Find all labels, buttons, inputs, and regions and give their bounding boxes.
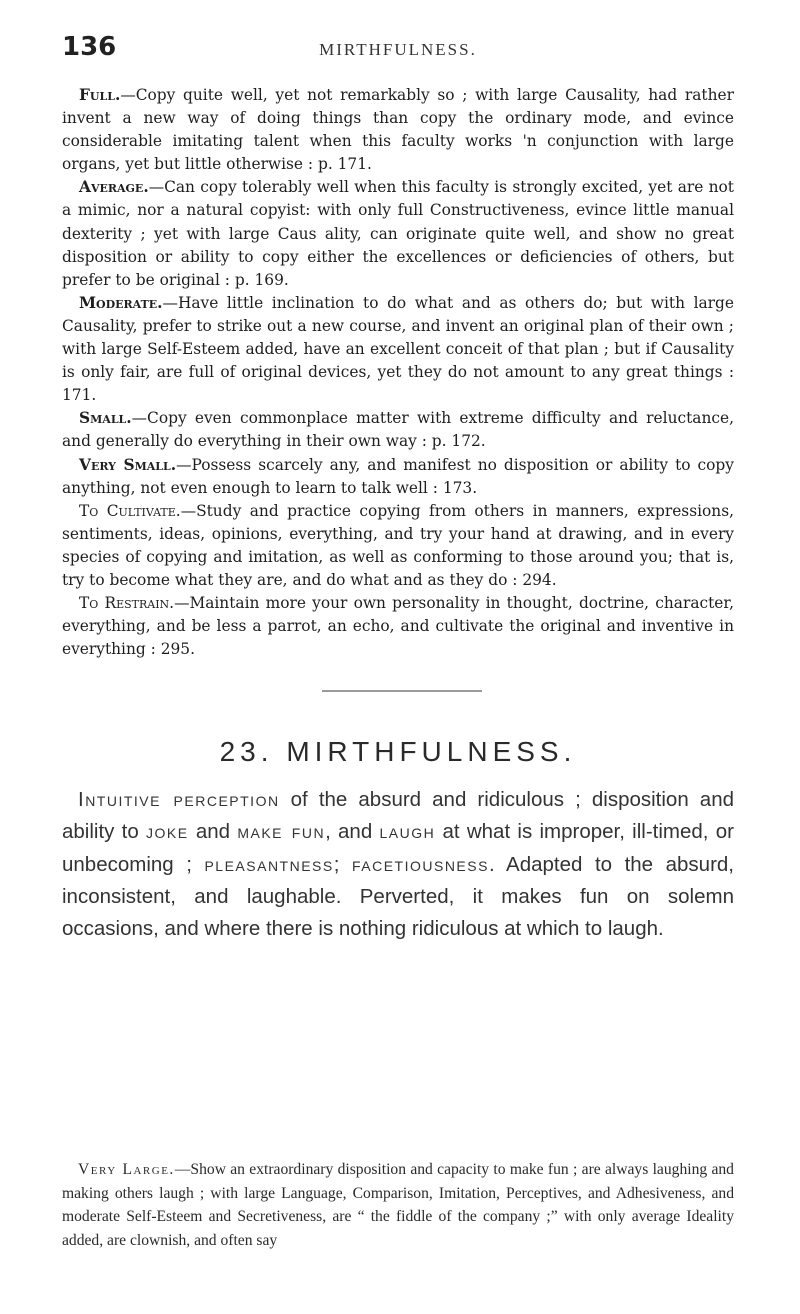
entry-label: Small. (79, 409, 132, 428)
entry-moderate (62, 292, 734, 407)
entry-average (62, 176, 734, 291)
term-make-fun: make fun (237, 820, 326, 844)
entry-label: Moderate. (79, 293, 163, 312)
imitation-entries (62, 84, 734, 661)
term-pleasantness: pleasantness (204, 852, 334, 876)
entry-label: Very Small. (79, 455, 177, 474)
term-joke: joke (146, 820, 189, 844)
entry-full (62, 84, 734, 176)
section-divider (322, 690, 482, 692)
entry-label: To Restrain. (79, 594, 175, 613)
definition-text: at what is improper, ill-timed, or unbecoming ; (62, 820, 734, 876)
entry-label: Full. (79, 86, 121, 104)
entry-to-cultivate (62, 500, 734, 592)
entry-text: —Copy quite well, yet not remarkably so ; with large Causality, had rather invent a new way of doing things than copy the ordinary mode, and evince considerable imitating talent when this faculty works 'n conjunction with large organs, yet but little otherwise : p. 171. (62, 86, 734, 174)
entry-text: —Can copy tolerably well when this faculty is strongly excited, yet are not a mimic, nor a natural copyist: with only full Constructiveness, evince little manual dexterity ; yet with large Caus ality, can originate quite well, and show no great disposition or ability to copy either the excellences or deficiencies of others, but prefer to be original : p. 169. (62, 178, 734, 289)
entry-label: Average. (79, 178, 149, 197)
section-title: 23. MIRTHFULNESS. (219, 736, 577, 767)
definition-text: . Adapted to the absurd, inconsistent, and laughable. Perverted, it makes fun on solemn occasions, and where there is nothing ridiculous at which to laugh. (62, 852, 734, 941)
running-title: MIRTHFULNESS. (319, 40, 477, 59)
entry-text: —Have little inclination to do what and as others do; but with large Causality, prefer to strike out a new course, and invent an original plan of their own ; with large Self-Esteem added, have an excellent conceit of that plan ; but if Causality is only fair, are full of original devices, yet they do not amount to any great things : 171. (62, 293, 734, 405)
entry-text: —Study and practice copying from others in manners, expressions, sentiments, ideas, opinions, everything, and try your hand at drawing, and in every species of copying and imitation, as well as conforming to those around you; that is, try to become what they are, and do what and as they do : 294. (62, 501, 734, 589)
entry-to-restrain (62, 592, 734, 661)
definition-text: , and (325, 820, 380, 844)
entry-text: —Copy even commonplace matter with extreme difficulty and reluctance, and generally do everything in their own way : p. 172. (62, 409, 734, 451)
entry-text: —Show an extraordinary disposition and capacity to make fun ; are always laughing and making others laugh ; with large Language, Comparison, Imitation, Perceptives, and Adhesiveness, and moderate Self-Esteem and Secretiveness, are “ the fiddle of the company ;” with only average Ideality added, are clownish, and often say (62, 1161, 734, 1249)
section-definition (62, 784, 734, 945)
term-laugh: laugh (379, 820, 436, 844)
definition-text: of the absurd and ridiculous ; disposition and ability to (62, 788, 735, 844)
entry-text: —Possess scarcely any, and manifest no disposition or ability to copy anything, not even enough to learn to talk well : 173. (62, 455, 734, 497)
entry-small (62, 407, 734, 453)
entry-text: —Maintain more your own personality in thought, doctrine, character, everything, and be less a parrot, an echo, and cultivate the original and inventive in everything : 295. (62, 594, 734, 659)
page-number: 136 (62, 32, 117, 62)
term-facetiousness: facetiousness (351, 852, 489, 876)
entry-very-small (62, 454, 734, 500)
running-head (62, 28, 734, 68)
mirthfulness-entries (62, 1158, 734, 1252)
entry-very-large (62, 1158, 734, 1252)
term-intuitive-perception: Intuitive perception (78, 788, 280, 811)
entry-label: Very Large. (78, 1161, 175, 1178)
definition-paragraph (62, 784, 734, 945)
definition-text: ; (333, 852, 352, 876)
definition-text: and (188, 820, 238, 844)
entry-label: To Cultivate. (79, 501, 181, 520)
